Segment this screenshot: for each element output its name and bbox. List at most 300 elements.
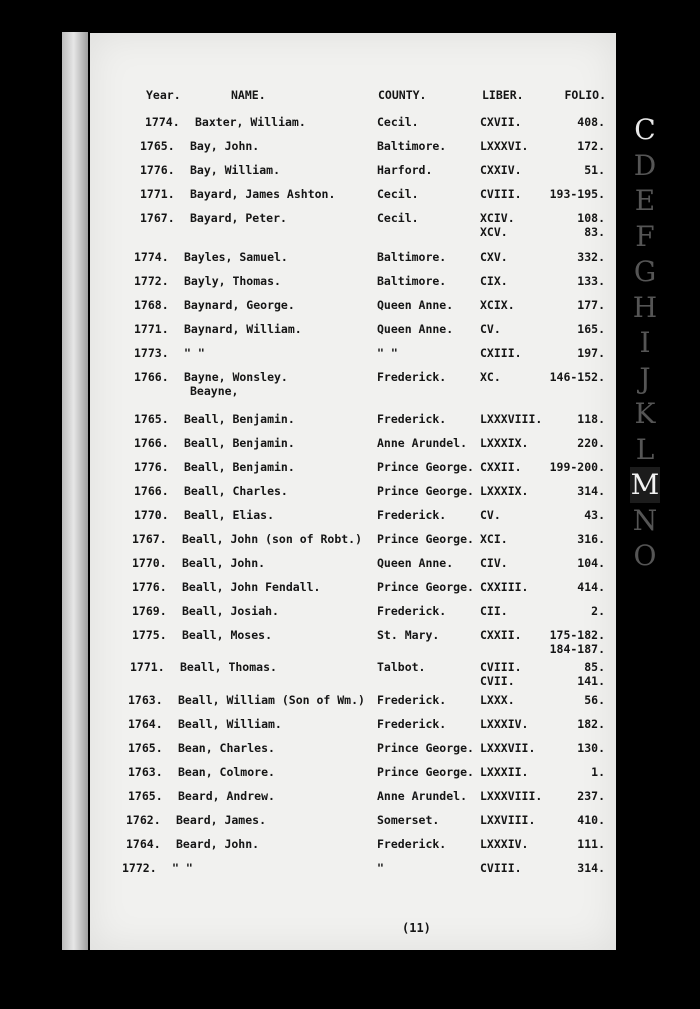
folio-cell <box>545 580 605 594</box>
liber-cell-continuation: CVII. <box>480 674 515 688</box>
index-tab-k[interactable]: K <box>634 397 656 430</box>
name-cell <box>184 412 295 426</box>
folio-cell-text: 199-200. <box>549 460 605 474</box>
name-cell <box>190 211 287 225</box>
folio-cell-text: 177. <box>577 298 605 312</box>
year-cell <box>122 861 157 875</box>
liber-cell <box>480 861 522 875</box>
liber-cell-text: CXV. <box>480 250 508 264</box>
name-cell-text: Bayard, James Ashton. <box>190 187 336 201</box>
name-cell-text: Beall, Benjamin. <box>184 436 295 450</box>
liber-cell <box>480 837 528 851</box>
county-cell <box>377 837 446 851</box>
folio-cell <box>545 508 605 522</box>
column-header <box>146 88 616 102</box>
folio-cell <box>545 717 605 731</box>
folio-cell-text: 314. <box>577 484 605 498</box>
folio-cell <box>545 660 605 688</box>
folio-cell-continuation: 83. <box>584 225 605 239</box>
folio-cell <box>545 346 605 360</box>
year-cell <box>128 693 163 707</box>
name-cell <box>182 604 279 618</box>
year-cell <box>128 789 163 803</box>
county-cell <box>377 532 474 546</box>
liber-cell-text: LXXXII. <box>480 765 529 779</box>
county-cell <box>377 163 432 177</box>
folio-cell <box>545 789 605 803</box>
year-cell <box>140 163 175 177</box>
county-cell-text: Queen Anne. <box>377 298 454 312</box>
name-cell <box>182 628 272 642</box>
name-cell <box>184 274 281 288</box>
liber-cell <box>480 436 528 450</box>
year-cell <box>126 837 161 851</box>
year-cell <box>134 370 169 384</box>
year-cell <box>134 250 169 264</box>
name-cell-text: Beall, Thomas. <box>180 660 277 674</box>
county-cell-text: Prince George. <box>377 532 474 546</box>
folio-cell-text: 2. <box>591 604 605 618</box>
liber-cell-text: LXXXVIII. <box>480 412 543 426</box>
year-cell-text: 1774. <box>145 115 180 129</box>
county-cell <box>377 211 419 225</box>
liber-cell-text: CXXIII. <box>480 580 529 594</box>
folio-cell-text: 1. <box>591 765 605 779</box>
liber-cell <box>480 163 522 177</box>
name-cell-text: Beall, William. <box>178 717 282 731</box>
index-tab-j[interactable]: J <box>639 361 651 395</box>
folio-cell <box>545 370 605 384</box>
county-cell-text: Queen Anne. <box>377 556 454 570</box>
county-cell-text: " " <box>377 346 398 360</box>
folio-cell <box>545 765 605 779</box>
name-cell <box>184 322 302 336</box>
name-cell <box>190 187 335 201</box>
folio-cell <box>545 484 605 498</box>
name-cell <box>182 556 265 570</box>
folio-cell-text: 108. <box>577 211 605 225</box>
year-cell <box>134 298 169 312</box>
year-cell-text: 1768. <box>134 298 169 312</box>
county-cell <box>377 298 453 312</box>
county-cell <box>377 741 474 755</box>
liber-cell <box>480 604 508 618</box>
liber-cell <box>480 412 542 426</box>
name-cell-text: Beard, John. <box>176 837 260 851</box>
folio-cell-text: 133. <box>577 274 605 288</box>
county-cell-text: Baltimore. <box>377 274 447 288</box>
year-cell-text: 1770. <box>134 508 169 522</box>
liber-cell <box>480 211 515 239</box>
liber-header: LIBER. <box>482 88 524 102</box>
name-cell <box>184 298 295 312</box>
year-cell-text: 1765. <box>140 139 175 153</box>
liber-cell-text: CXXII. <box>480 628 522 642</box>
year-cell-text: 1763. <box>128 693 163 707</box>
county-header: COUNTY. <box>378 88 427 102</box>
liber-cell <box>480 789 542 803</box>
name-cell <box>195 115 306 129</box>
folio-cell-text: 237. <box>577 789 605 803</box>
page-number: (11) <box>402 921 431 935</box>
index-tab-h[interactable]: H <box>632 290 658 324</box>
liber-cell <box>480 484 528 498</box>
folio-header: FOLIO. <box>564 88 606 102</box>
county-cell <box>377 322 453 336</box>
name-cell <box>178 693 365 707</box>
liber-cell-text: XCIV. <box>480 211 515 225</box>
folio-cell-text: 332. <box>577 250 605 264</box>
year-cell-text: 1776. <box>140 163 175 177</box>
county-cell-text: Frederick. <box>377 604 447 618</box>
liber-cell <box>480 628 522 642</box>
year-cell <box>128 741 163 755</box>
name-cell-text: Beall, John (son of Robt.) <box>182 532 363 546</box>
year-cell <box>132 556 167 570</box>
name-cell <box>184 484 288 498</box>
county-cell <box>377 628 439 642</box>
ledger-row <box>134 370 610 398</box>
liber-cell <box>480 556 508 570</box>
county-cell <box>377 139 446 153</box>
folio-cell <box>545 628 605 656</box>
liber-cell-text: LXXXVI. <box>480 139 529 153</box>
year-cell-text: 1766. <box>134 436 169 450</box>
name-cell-text: Bay, William. <box>190 163 281 177</box>
index-tab-c[interactable]: C <box>634 113 656 146</box>
index-tab-f[interactable]: F <box>635 219 655 253</box>
folio-cell <box>545 460 605 474</box>
liber-cell-text: CIX. <box>480 274 508 288</box>
folio-cell <box>545 250 605 264</box>
county-cell <box>377 346 398 360</box>
liber-cell-text: XCI. <box>480 532 508 546</box>
liber-cell-text: LXXXIX. <box>480 436 529 450</box>
folio-cell-text: 408. <box>577 115 605 129</box>
liber-cell <box>480 508 501 522</box>
year-cell <box>132 604 167 618</box>
folio-cell-text: 146-152. <box>549 370 605 384</box>
year-cell-text: 1776. <box>132 580 167 594</box>
year-cell <box>128 765 163 779</box>
folio-cell-text: 172. <box>577 139 605 153</box>
name-cell-text: Beall, William (Son of Wm.) <box>178 693 365 707</box>
folio-cell-text: 414. <box>577 580 605 594</box>
year-cell <box>134 322 169 336</box>
county-cell <box>377 250 446 264</box>
liber-cell <box>480 580 528 594</box>
folio-cell-text: 51. <box>584 163 605 177</box>
index-tab-o[interactable]: O <box>633 539 657 572</box>
county-cell-text: Frederick. <box>377 693 447 707</box>
year-cell-text: 1776. <box>134 460 169 474</box>
county-cell <box>377 813 439 827</box>
name-cell-text: " " <box>172 861 193 875</box>
year-cell <box>134 484 169 498</box>
county-cell <box>377 274 446 288</box>
year-cell <box>134 460 169 474</box>
name-cell-text: Beall, Josiah. <box>182 604 279 618</box>
folio-cell-text: 43. <box>584 508 605 522</box>
folio-cell <box>545 322 605 336</box>
name-cell <box>184 370 288 398</box>
year-cell <box>128 717 163 731</box>
name-cell <box>180 660 277 674</box>
liber-cell-text: LXXXVII. <box>480 741 536 755</box>
liber-cell <box>480 765 528 779</box>
county-cell <box>377 187 419 201</box>
liber-cell <box>480 274 508 288</box>
liber-cell-text: CVIII. <box>480 861 522 875</box>
folio-cell-text: 410. <box>577 813 605 827</box>
county-cell <box>377 580 474 594</box>
liber-cell <box>480 139 528 153</box>
county-cell-text: Cecil. <box>377 187 419 201</box>
name-cell <box>190 139 259 153</box>
year-cell <box>132 532 167 546</box>
folio-cell <box>545 187 605 201</box>
year-cell <box>140 211 175 225</box>
folio-cell-text: 316. <box>577 532 605 546</box>
liber-cell-text: CXXIV. <box>480 163 522 177</box>
liber-cell-text: LXXXIX. <box>480 484 529 498</box>
year-cell <box>140 187 175 201</box>
name-cell <box>190 163 280 177</box>
liber-cell-text: CVIII. <box>480 660 522 674</box>
folio-cell <box>545 163 605 177</box>
year-cell-text: 1771. <box>134 322 169 336</box>
county-cell-text: Frederick. <box>377 412 447 426</box>
county-cell-text: Anne Arundel. <box>377 789 468 803</box>
year-cell-text: 1775. <box>132 628 167 642</box>
folio-cell-text: 85. <box>584 660 605 674</box>
folio-cell <box>545 813 605 827</box>
name-cell <box>184 346 205 360</box>
name-cell-text: Bayne, Wonsley. <box>184 370 288 384</box>
year-cell-text: 1774. <box>134 250 169 264</box>
liber-cell <box>480 460 522 474</box>
liber-cell-text: XCIX. <box>480 298 515 312</box>
name-cell <box>172 861 193 875</box>
folio-cell-continuation: 141. <box>577 674 605 688</box>
county-cell <box>377 765 474 779</box>
year-cell <box>126 813 161 827</box>
liber-cell <box>480 741 535 755</box>
county-cell <box>377 460 474 474</box>
folio-cell <box>545 298 605 312</box>
year-cell <box>134 508 169 522</box>
name-cell-text: Bean, Colmore. <box>178 765 275 779</box>
liber-cell <box>480 346 522 360</box>
year-cell <box>140 139 175 153</box>
year-cell <box>134 436 169 450</box>
folio-cell-text: 314. <box>577 861 605 875</box>
liber-cell <box>480 250 508 264</box>
liber-cell-text: CXIII. <box>480 346 522 360</box>
year-cell-text: 1762. <box>126 813 161 827</box>
county-cell-text: Prince George. <box>377 580 474 594</box>
county-cell-text: Prince George. <box>377 741 474 755</box>
year-header: Year. <box>146 88 181 102</box>
year-cell <box>132 628 167 642</box>
name-cell-text: " " <box>184 346 205 360</box>
liber-cell <box>480 532 508 546</box>
name-cell <box>176 813 266 827</box>
name-cell <box>178 765 275 779</box>
book-binding <box>62 32 88 950</box>
name-cell-text: Beard, James. <box>176 813 267 827</box>
county-cell <box>377 789 467 803</box>
folio-cell-text: 111. <box>577 837 605 851</box>
year-cell-text: 1772. <box>122 861 157 875</box>
liber-cell-text: CXVII. <box>480 115 522 129</box>
county-cell <box>377 861 384 875</box>
index-tab-n[interactable]: N <box>632 503 658 537</box>
liber-cell-text: CXXII. <box>480 460 522 474</box>
county-cell <box>377 660 425 674</box>
county-cell <box>377 436 467 450</box>
name-cell-text: Baynard, George. <box>184 298 295 312</box>
county-cell-text: Frederick. <box>377 370 447 384</box>
county-cell-text: " <box>377 861 384 875</box>
county-cell-text: Harford. <box>377 163 433 177</box>
name-cell-text: Beall, Benjamin. <box>184 412 295 426</box>
county-cell <box>377 693 446 707</box>
folio-cell <box>545 861 605 875</box>
year-cell-text: 1772. <box>134 274 169 288</box>
ledger-row <box>140 211 610 239</box>
ledger-page <box>90 33 616 950</box>
liber-cell-text: LXXXIV. <box>480 837 529 851</box>
year-cell <box>134 274 169 288</box>
folio-cell-continuation: 184-187. <box>549 642 605 656</box>
liber-cell <box>480 370 501 384</box>
name-cell <box>178 717 282 731</box>
folio-cell <box>545 436 605 450</box>
year-cell-text: 1764. <box>128 717 163 731</box>
folio-cell-text: 197. <box>577 346 605 360</box>
liber-cell <box>480 717 528 731</box>
name-cell <box>178 789 275 803</box>
name-cell-text: Baxter, William. <box>195 115 306 129</box>
year-cell-text: 1765. <box>128 741 163 755</box>
folio-cell <box>545 604 605 618</box>
index-tab-e[interactable]: E <box>634 184 656 217</box>
liber-cell-text: LXXXIV. <box>480 717 529 731</box>
liber-cell-text: CV. <box>480 508 501 522</box>
year-cell <box>132 580 167 594</box>
folio-cell <box>545 412 605 426</box>
folio-cell <box>545 139 605 153</box>
name-cell-text: Beall, John. <box>182 556 266 570</box>
name-cell <box>176 837 259 851</box>
folio-cell <box>545 532 605 546</box>
folio-cell-text: 193-195. <box>549 187 605 201</box>
name-cell-continuation: Beayne, <box>190 384 239 398</box>
liber-cell-text: CIV. <box>480 556 508 570</box>
county-cell <box>377 604 446 618</box>
year-cell-text: 1765. <box>128 789 163 803</box>
index-tab-i[interactable]: I <box>639 326 651 359</box>
county-cell-text: Somerset. <box>377 813 440 827</box>
liber-cell-continuation: XCV. <box>480 225 508 239</box>
ledger-row <box>122 861 610 889</box>
index-tab-l[interactable]: L <box>635 432 655 466</box>
folio-cell-text: 182. <box>577 717 605 731</box>
year-cell <box>134 412 169 426</box>
name-cell-text: Bean, Charles. <box>178 741 275 755</box>
county-cell-text: Queen Anne. <box>377 322 454 336</box>
name-cell-text: Beard, Andrew. <box>178 789 275 803</box>
name-cell <box>184 436 295 450</box>
liber-cell-text: CII. <box>480 604 508 618</box>
index-tab-m[interactable]: M <box>630 468 660 501</box>
county-cell-text: Prince George. <box>377 484 474 498</box>
liber-cell-text: LXXVIII. <box>480 813 536 827</box>
index-tab-d[interactable]: D <box>633 148 657 182</box>
year-cell <box>130 660 165 674</box>
county-cell-text: Baltimore. <box>377 139 447 153</box>
liber-cell <box>480 187 522 201</box>
liber-cell-text: LXXX. <box>480 693 515 707</box>
folio-cell-text: 165. <box>577 322 605 336</box>
county-cell-text: Talbot. <box>377 660 426 674</box>
name-cell-text: Bayles, Samuel. <box>184 250 288 264</box>
county-cell-text: Frederick. <box>377 717 447 731</box>
county-cell-text: Anne Arundel. <box>377 436 468 450</box>
folio-cell <box>545 741 605 755</box>
name-cell <box>184 508 274 522</box>
name-cell <box>184 250 288 264</box>
name-cell-text: Bayard, Peter. <box>190 211 287 225</box>
liber-cell <box>480 693 515 707</box>
liber-cell <box>480 298 515 312</box>
folio-cell-text: 220. <box>577 436 605 450</box>
name-cell-text: Bay, John. <box>190 139 260 153</box>
year-cell-text: 1763. <box>128 765 163 779</box>
year-cell-text: 1766. <box>134 370 169 384</box>
county-cell-text: Frederick. <box>377 508 447 522</box>
year-cell-text: 1766. <box>134 484 169 498</box>
liber-cell-text: XC. <box>480 370 501 384</box>
ledger-row <box>130 660 610 688</box>
county-cell-text: Prince George. <box>377 765 474 779</box>
county-cell <box>377 508 446 522</box>
folio-cell-text: 104. <box>577 556 605 570</box>
year-cell-text: 1764. <box>126 837 161 851</box>
folio-cell-text: 118. <box>577 412 605 426</box>
county-cell-text: Baltimore. <box>377 250 447 264</box>
liber-cell <box>480 660 522 688</box>
year-cell-text: 1773. <box>134 346 169 360</box>
county-cell-text: St. Mary. <box>377 628 440 642</box>
year-cell <box>145 115 180 129</box>
name-cell <box>184 460 295 474</box>
name-cell-text: Beall, John Fendall. <box>182 580 321 594</box>
name-cell-text: Beall, Benjamin. <box>184 460 295 474</box>
index-tab-g[interactable]: G <box>633 255 657 288</box>
county-cell-text: Prince George. <box>377 460 474 474</box>
name-cell-text: Bayly, Thomas. <box>184 274 281 288</box>
name-cell <box>182 580 320 594</box>
name-cell <box>178 741 275 755</box>
county-cell <box>377 484 474 498</box>
year-cell-text: 1767. <box>132 532 167 546</box>
year-cell <box>134 346 169 360</box>
year-cell-text: 1769. <box>132 604 167 618</box>
folio-cell <box>545 556 605 570</box>
folio-cell-text: 56. <box>584 693 605 707</box>
